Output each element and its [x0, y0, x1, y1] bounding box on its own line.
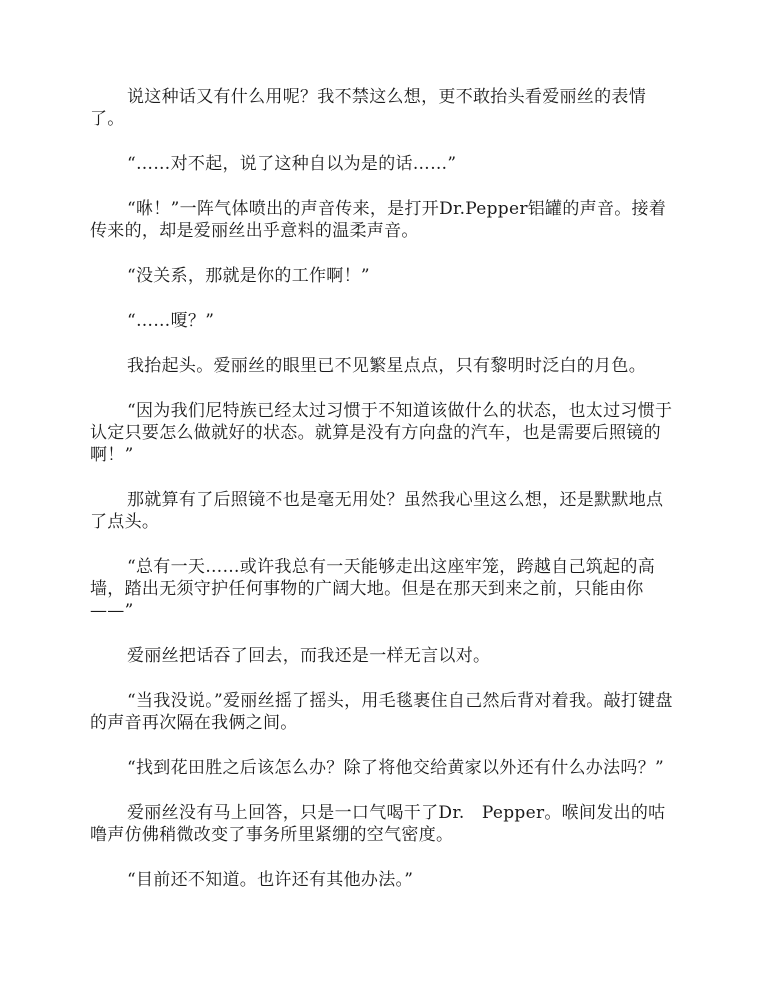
- paragraph: “目前还不知道。也许还有其他办法。”: [127, 870, 414, 890]
- paragraph: 我抬起头。爱丽丝的眼里已不见繁星点点，只有黎明时泛白的月色。: [127, 356, 646, 376]
- paragraph: 说这种话又有什么用呢？我不禁这么想，更不敢抬头看爱丽丝的表情了。: [90, 87, 646, 129]
- paragraph: 爱丽丝把话吞了回去，而我还是一样无言以对。: [127, 646, 491, 666]
- paragraph: 那就算有了后照镜不也是毫无用处？虽然我心里这么想，还是默默地点了点头。: [90, 490, 664, 532]
- paragraph: “咻！”一阵气体喷出的声音传来，是打开Dr.Pepper铝罐的声音。接着传来的，却是爱丽丝出乎意料的温柔声音。: [90, 199, 667, 241]
- paragraph: “找到花田胜之后该怎么办？除了将他交给黄家以外还有什么办法吗？”: [127, 758, 664, 778]
- paragraph: “……对不起，说了这种自以为是的话……”: [127, 154, 457, 174]
- paragraph: “没关系，那就是你的工作啊！”: [127, 266, 370, 286]
- paragraph: 爱丽丝没有马上回答，只是一口气喝干了Dr. Pepper。喉间发出的咕噜声仿佛稍微改变了事务所里紧绷的空气密度。: [90, 803, 666, 845]
- paragraph: “因为我们尼特族已经太过习惯于不知道该做什么的状态，也太过习惯于认定只要怎么做就好的状态。就算是没有方向盘的汽车，也是需要后照镜的啊！”: [90, 401, 673, 465]
- paragraph: “当我没说。”爱丽丝摇了摇头，用毛毯裹住自己然后背对着我。敲打键盘的声音再次隔在我俩之间。: [90, 691, 673, 733]
- text-body: [90, 86, 674, 914]
- paragraph: “……嗄？”: [127, 311, 215, 331]
- paragraph: “总有一天……或许我总有一天能够走出这座牢笼，跨越自己筑起的高墙，踏出无须守护任何事物的广阔大地。但是在那天到来之前，只能由你——”: [90, 557, 655, 621]
